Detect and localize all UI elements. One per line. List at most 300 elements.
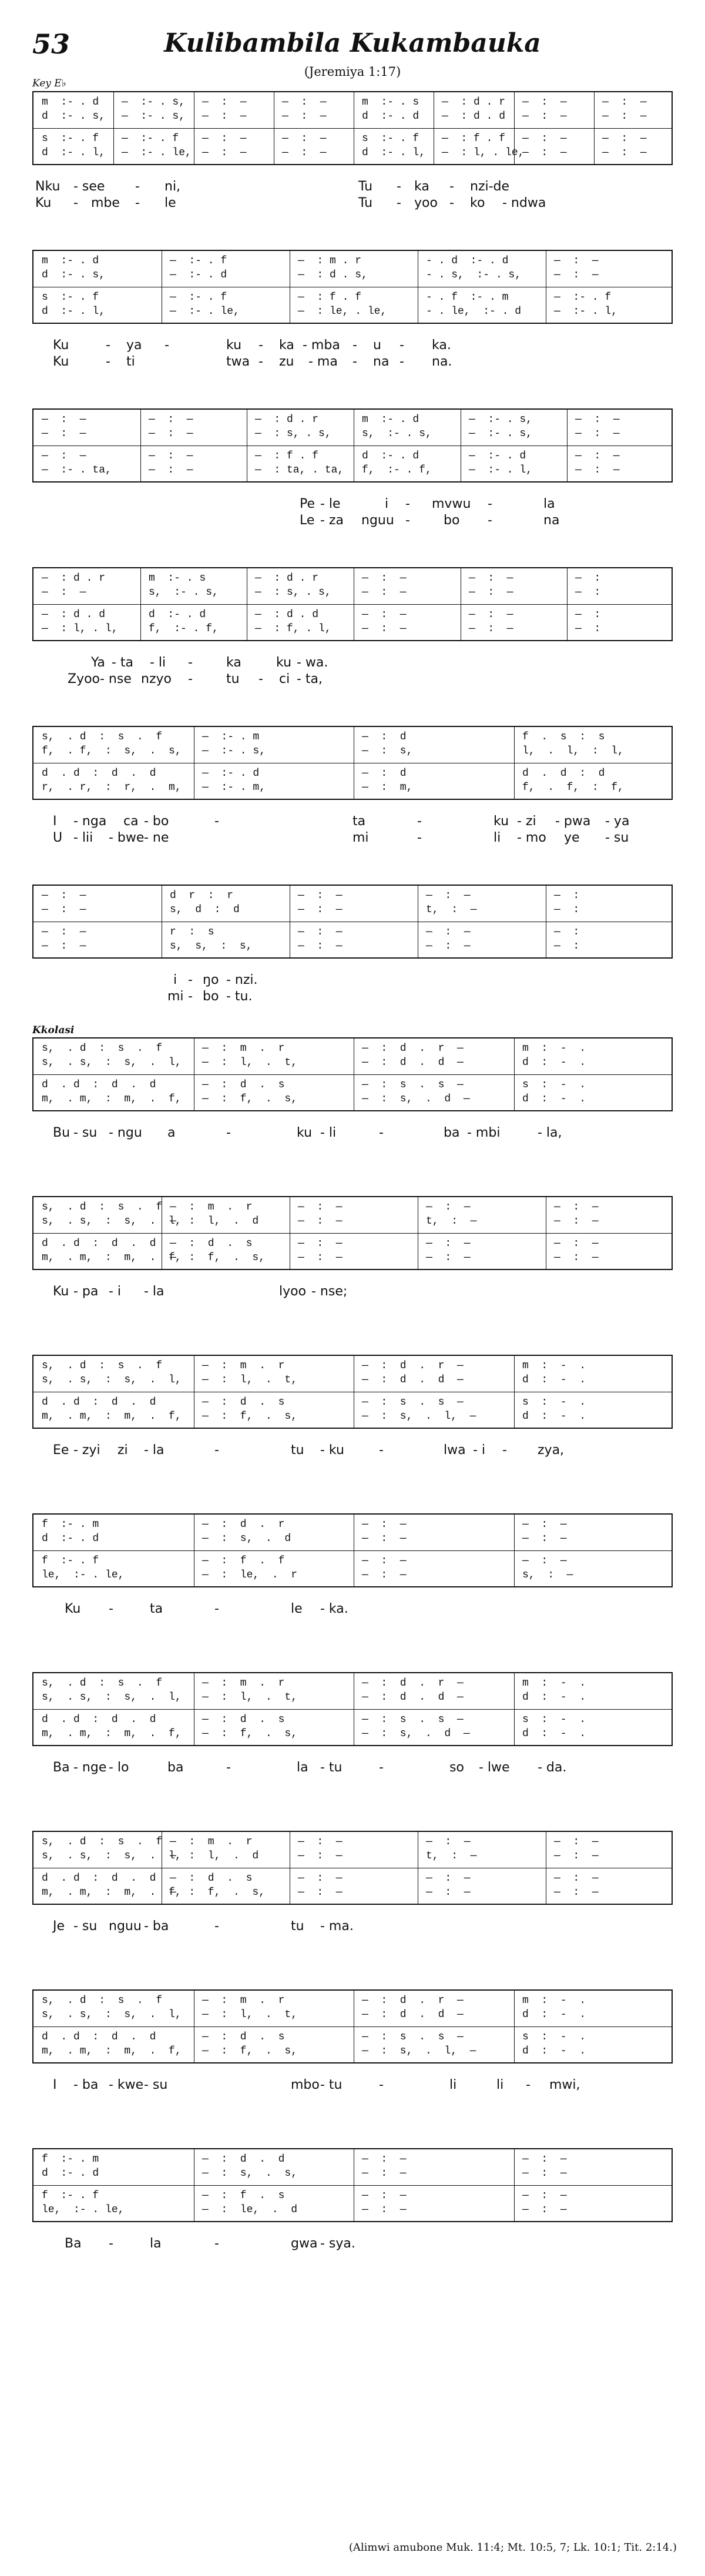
solfa-cell: r, . r, : r, . m, — [42, 782, 182, 793]
solfa-cell: — : f, . s, — [170, 1887, 266, 1898]
lyric-syllable: Tu — [358, 196, 373, 210]
solfa-cell: — :- . f — [170, 292, 227, 303]
staff-box — [32, 885, 673, 959]
solfa-cell: — : d . d — [255, 609, 319, 621]
solfa-cell: — :- . le, — [122, 147, 192, 159]
lyric-syllable: - ba — [73, 2078, 99, 2092]
solfa-cell: f :- . m — [42, 1519, 99, 1530]
solfa-cell: — : s, . d — — [362, 1093, 470, 1105]
lyric-syllable: Ba — [53, 1760, 70, 1775]
solfa-cell: — : le, . r — [202, 1569, 298, 1581]
solfa-cell: s, : — — [522, 1569, 573, 1581]
solfa-cell: s : - . — [522, 2031, 586, 2043]
solfa-cell: — : — — [554, 1850, 599, 1862]
solfa-cell: — : — — [202, 133, 247, 145]
lyric-syllable: - — [400, 338, 404, 353]
solfa-cell: s :- . f — [42, 133, 99, 145]
solfa-cell: — : — — [426, 1836, 471, 1848]
lyric-syllable: U — [53, 830, 63, 845]
solfa-cell: — : — — [298, 1201, 343, 1213]
staff-box — [32, 1989, 673, 2064]
solfa-cell: — : — — [426, 890, 471, 902]
solfa-cell: — :- . ta, — [42, 464, 112, 476]
lyric-syllable: - — [226, 1125, 231, 1140]
solfa-cell: — : le, . le, — [298, 306, 387, 317]
solfa-cell: — :- . f — [554, 292, 612, 303]
lyric-syllable: mwi, — [549, 2078, 580, 2092]
solfa-cell: t, : — — [426, 1850, 477, 1862]
solfa-cell: — : f . f — [255, 450, 319, 462]
lyric-syllable: - za — [320, 513, 344, 528]
solfa-cell: — : s, . l, — — [362, 1411, 476, 1422]
solfa-cell: — : l, . t, — [202, 1691, 298, 1703]
lyric-syllable: - — [258, 672, 263, 686]
solfa-cell: m, . m, : m, . f, — [42, 1411, 182, 1422]
solfa-cell: m :- . d — [42, 255, 99, 267]
solfa-cell: — : — — [522, 2168, 567, 2179]
lyric-syllable: - sya. — [320, 2236, 355, 2251]
solfa-cell: — : — — [426, 1238, 471, 1250]
solfa-cell: d : - . — [522, 1374, 586, 1386]
music-system — [32, 1513, 673, 1616]
solfa-cell: — : f, . l, — [255, 623, 331, 635]
solfa-cell: — : — — [575, 428, 620, 440]
solfa-cell: — : — — [554, 1887, 599, 1898]
lyric-syllable: - — [226, 1760, 231, 1775]
staff-box — [32, 250, 673, 324]
solfa-cell: — : — — [202, 110, 247, 122]
solfa-cell: m : - . — [522, 1677, 586, 1689]
lyric-syllable: - ya — [605, 814, 630, 829]
lyric-syllable: - — [214, 1602, 219, 1616]
solfa-cell: — : — — [554, 1872, 599, 1884]
solfa-cell: — : — — [298, 890, 343, 902]
lyric-syllable: ci — [279, 672, 290, 686]
solfa-cell: — :- . l, — [554, 306, 618, 317]
lyric-syllable: a — [167, 1125, 176, 1140]
solfa-cell: s, . d : s . f — [42, 731, 163, 743]
lyric-syllable: - su — [73, 1125, 98, 1140]
lyric-syllable: - — [488, 513, 492, 528]
solfa-cell: — : — [554, 890, 580, 902]
solfa-cell: — : — — [469, 623, 513, 635]
solfa-cell: m :- . s — [149, 572, 206, 584]
key-signature: Key E♭ — [32, 78, 66, 89]
solfa-cell: — : l, . t, — [202, 1057, 298, 1068]
lyric-syllable: - — [379, 1443, 384, 1458]
lyric-syllable: yoo — [414, 196, 438, 210]
solfa-cell: — :- . s, — [469, 428, 533, 440]
solfa-cell: — : d . d — — [362, 1374, 464, 1386]
lyric-syllable: - — [188, 973, 193, 987]
lyric-syllable: Pe — [300, 497, 315, 511]
solfa-cell: — : m . r — [202, 1360, 285, 1372]
solfa-cell: — : — — [149, 414, 193, 426]
lyric-syllable: - — [379, 1760, 384, 1775]
solfa-cell: — : — — [426, 1252, 471, 1264]
lyric-syllable: Ku — [35, 196, 52, 210]
solfa-cell: d :- . d — [362, 450, 419, 462]
solfa-cell: s, . d : s . f — [42, 1201, 163, 1213]
solfa-cell: — : s, . s, — [202, 2168, 298, 2179]
lyric-syllable: ca — [123, 814, 139, 829]
solfa-cell: — : l, . le, — [442, 147, 525, 159]
lyric-syllable: - ka. — [320, 1602, 348, 1616]
solfa-cell: — : — — [362, 2190, 407, 2202]
solfa-cell: — : d . r — [255, 572, 319, 584]
lyric-syllable: - wa. — [297, 655, 328, 670]
lyric-syllable: - ku — [320, 1443, 344, 1458]
lyric-syllable: - — [526, 2078, 531, 2092]
staff-box — [32, 408, 673, 483]
solfa-cell: — : s, . d — — [362, 1728, 470, 1740]
scripture-reference: (Jeremiya 1:17) — [304, 65, 401, 79]
lyric-syllable: Ku — [53, 354, 69, 369]
lyric-syllable: li — [449, 2078, 457, 2092]
lyric-syllable: li — [496, 2078, 504, 2092]
solfa-cell: — :- . le, — [170, 306, 240, 317]
solfa-cell: — : d . r — — [362, 1360, 464, 1372]
lyric-syllable: Ba — [65, 2236, 82, 2251]
solfa-cell: — : — — [362, 1569, 407, 1581]
solfa-cell: — : m . r — [202, 1043, 285, 1054]
solfa-cell: — : — — [298, 1850, 343, 1862]
solfa-cell: s, s, : s, — [170, 940, 253, 952]
solfa-cell: — : d . r — — [362, 1995, 464, 2006]
bar-line — [514, 1515, 515, 1586]
solfa-cell: — : — — [554, 255, 599, 267]
solfa-cell: — : d . r — [202, 1519, 285, 1530]
solfa-cell: s, . s, : s, . l, — [42, 2009, 182, 2021]
solfa-cell: - . le, :- . d — [426, 306, 522, 317]
solfa-cell: — : s . s — — [362, 1714, 464, 1726]
solfa-cell: — : f, . s, — [202, 1093, 298, 1105]
lyric-syllable: - da. — [538, 1760, 567, 1775]
solfa-cell: — : f, . s, — [202, 2045, 298, 2057]
solfa-cell: — : d . s — [202, 1714, 285, 1726]
solfa-cell: — : — — [522, 2204, 567, 2216]
solfa-cell: — : s . s — — [362, 2031, 464, 2043]
staff-box — [32, 2148, 673, 2222]
lyric-syllable: na. — [432, 354, 452, 369]
solfa-cell: — :- . f — [170, 255, 227, 267]
lyric-syllable: Ku — [65, 1602, 81, 1616]
solfa-cell: d . d : d . d — [42, 1396, 156, 1408]
solfa-cell: — : f . s — [202, 2190, 285, 2202]
lyric-syllable: nguu — [361, 513, 394, 528]
lyric-syllable: ka — [279, 338, 294, 353]
lyric-syllable: ye — [564, 830, 580, 845]
solfa-cell: le, :- . le, — [42, 2204, 125, 2216]
hymn-title: Kulibambila Kukambauka — [164, 28, 541, 58]
solfa-cell: — : — — [522, 110, 567, 122]
solfa-cell: — : — — [362, 2168, 407, 2179]
lyric-syllable: - tu — [320, 2078, 343, 2092]
lyric-syllable: Le — [300, 513, 315, 528]
solfa-cell: m : - . — [522, 1995, 586, 2006]
lyric-syllable: Ku — [53, 338, 69, 353]
solfa-cell: — : — — [298, 1238, 343, 1250]
solfa-cell: — : — — [469, 572, 513, 584]
lyric-syllable: - — [397, 196, 401, 210]
solfa-cell: — : m . r — [170, 1201, 253, 1213]
solfa-cell: — : — [575, 587, 601, 598]
lyric-syllable: ya — [126, 338, 142, 353]
solfa-cell: t, : — — [426, 1215, 477, 1227]
lyric-syllable: i — [385, 497, 389, 511]
lyric-syllable: - tu. — [226, 989, 253, 1004]
lyric-syllable: - su — [73, 1919, 98, 1934]
lyric-syllable: - mo — [517, 830, 546, 845]
solfa-cell: — : s . s — — [362, 1079, 464, 1091]
solfa-cell: - . f :- . m — [426, 292, 509, 303]
bar-line — [514, 1356, 515, 1428]
lyric-syllable: tu — [291, 1443, 304, 1458]
lyric-syllable: - — [417, 830, 422, 845]
lyric-syllable: - — [135, 196, 140, 210]
solfa-cell: d : - . — [522, 2009, 586, 2021]
lyric-syllable: - — [258, 354, 263, 369]
lyric-syllable: le — [291, 1602, 303, 1616]
lyric-syllable: ŋo — [203, 973, 219, 987]
lyric-syllable: ba — [167, 1760, 184, 1775]
solfa-cell: — : s . s — — [362, 1396, 464, 1408]
solfa-cell: s, d : d — [170, 904, 240, 916]
lyric-syllable: ba — [444, 1125, 460, 1140]
solfa-cell: — : d . d — [42, 609, 106, 621]
solfa-cell: d : - . — [522, 1411, 586, 1422]
staff-divider — [33, 1550, 672, 1551]
solfa-cell: d :- . s, — [42, 110, 106, 122]
music-system — [32, 2148, 673, 2251]
solfa-cell: m, . m, : m, . f, — [42, 1728, 182, 1740]
staff-box — [32, 1037, 673, 1111]
lyric-syllable: - — [188, 655, 193, 670]
music-system — [32, 885, 673, 1004]
bar-line — [514, 2149, 515, 2221]
lyric-syllable: twa — [226, 354, 250, 369]
solfa-cell: d :- . l, — [362, 147, 426, 159]
solfa-cell: s, . s, : s, . l, — [42, 1215, 182, 1227]
lyric-syllable: u — [373, 338, 381, 353]
footer-references: (Alimwi amubone Muk. 11:4; Mt. 10:5, 7; Lk. 10:1; Tit. 2:14.) — [348, 2541, 677, 2554]
lyric-syllable: - — [106, 338, 110, 353]
lyric-syllable: Nku — [35, 179, 61, 194]
lyric-syllable: - ta, — [297, 672, 323, 686]
solfa-cell: m, . m, : m, . f, — [42, 1252, 182, 1264]
solfa-cell: — : — — [202, 96, 247, 108]
solfa-cell: — : — — [554, 1252, 599, 1264]
solfa-cell: m : - . — [522, 1360, 586, 1372]
lyric-syllable: - ne — [144, 830, 169, 845]
chorus-label: Kkolasi — [32, 1024, 75, 1036]
solfa-cell: — : — [575, 572, 601, 584]
lyric-syllable: - le — [320, 497, 341, 511]
lyric-syllable: ka — [414, 179, 429, 194]
lyric-syllable: - la — [144, 1443, 164, 1458]
solfa-cell: — : l, . t, — [202, 1374, 298, 1386]
solfa-cell: — : — — [42, 890, 86, 902]
lyric-syllable: ta — [150, 1602, 163, 1616]
solfa-cell: — : — — [362, 2153, 407, 2165]
lyric-syllable: ti — [126, 354, 135, 369]
solfa-cell: d . d : d — [522, 768, 605, 779]
solfa-cell: — : — — [42, 904, 86, 916]
solfa-cell: — : — [554, 940, 580, 952]
lyric-syllable: - — [135, 179, 140, 194]
solfa-cell: — : — — [298, 940, 343, 952]
solfa-cell: — : d . r — [42, 572, 106, 584]
lyric-syllable: - li — [320, 1125, 337, 1140]
solfa-cell: f, :- . f, — [362, 464, 432, 476]
lyric-syllable: nzi-de — [470, 179, 510, 194]
solfa-cell: — : d . r — — [362, 1043, 464, 1054]
staff-divider — [33, 445, 672, 446]
lyric-syllable: ko — [470, 196, 485, 210]
bar-line — [567, 568, 568, 640]
music-system — [32, 567, 673, 686]
solfa-cell: s : - . — [522, 1396, 586, 1408]
solfa-cell: — : f . f — [442, 133, 506, 145]
lyric-syllable: Tu — [358, 179, 373, 194]
lyric-syllable: - — [164, 338, 169, 353]
music-system — [32, 250, 673, 369]
solfa-cell: r : s — [170, 926, 214, 938]
solfa-cell: d . d : d . d — [42, 1872, 156, 1884]
staff-box — [32, 1672, 673, 1746]
solfa-cell: s, . s, : s, . l, — [42, 1374, 182, 1386]
lyric-syllable: - mbi — [467, 1125, 501, 1140]
lyric-syllable: ni, — [164, 179, 181, 194]
music-system — [32, 1196, 673, 1299]
solfa-cell: — : s, . d — [202, 1533, 291, 1545]
music-system — [32, 1355, 673, 1458]
bar-line — [514, 727, 515, 799]
solfa-cell: — :- . d — [202, 768, 260, 779]
staff-divider — [33, 1709, 672, 1710]
solfa-cell: — : — — [522, 1519, 567, 1530]
solfa-cell: — : — — [298, 1836, 343, 1848]
lyric-syllable: ku — [494, 814, 509, 829]
lyric-syllable: - mba — [303, 338, 340, 353]
solfa-cell: — : d . s, — [298, 269, 368, 281]
solfa-cell: — : m, — [362, 782, 413, 793]
solfa-cell: - . s, :- . s, — [426, 269, 522, 281]
lyric-syllable: mi — [352, 830, 369, 845]
solfa-cell: s, . s, : s, . l, — [42, 1691, 182, 1703]
lyric-syllable: - nse; — [311, 1284, 348, 1299]
lyric-syllable: zi — [118, 1443, 128, 1458]
music-system — [32, 1672, 673, 1775]
solfa-cell: — : d — [362, 731, 407, 743]
solfa-cell: — : — — [522, 1555, 567, 1567]
lyric-syllable: zu — [279, 354, 294, 369]
solfa-cell: — : m . r — [202, 1995, 285, 2006]
solfa-cell: — : — — [362, 2204, 407, 2216]
lyric-syllable: li — [494, 830, 501, 845]
lyric-syllable: - i — [109, 1284, 122, 1299]
lyric-syllable: nzyo — [141, 672, 172, 686]
lyric-syllable: la — [297, 1760, 308, 1775]
solfa-cell: - . d :- . d — [426, 255, 509, 267]
solfa-cell: — :- . s, — [469, 414, 533, 426]
staff-box — [32, 567, 673, 641]
staff-divider — [33, 604, 672, 605]
solfa-cell: m, . m, : m, . f, — [42, 1093, 182, 1105]
lyric-syllable: lwa — [444, 1443, 466, 1458]
solfa-cell: — : d . r — [255, 414, 319, 426]
solfa-cell: — :- . m, — [202, 782, 266, 793]
solfa-cell: — : — — [298, 1887, 343, 1898]
solfa-cell: — : d . r — [442, 96, 506, 108]
lyric-syllable: la — [543, 497, 555, 511]
lyric-syllable: tu — [291, 1919, 304, 1934]
solfa-cell: — : — — [522, 147, 567, 159]
solfa-cell: — : — — [42, 450, 86, 462]
solfa-cell: — : — — [469, 587, 513, 598]
solfa-cell: — : — — [554, 1201, 599, 1213]
solfa-cell: — : — [575, 609, 601, 621]
lyric-syllable: - ndwa — [502, 196, 546, 210]
solfa-cell: — : d . d — [202, 2153, 285, 2165]
lyric-syllable: - — [400, 354, 404, 369]
staff-box — [32, 726, 673, 800]
solfa-cell: — : — — [298, 904, 343, 916]
music-system — [32, 1831, 673, 1934]
solfa-cell: — : — — [426, 1872, 471, 1884]
lyric-syllable: - — [73, 196, 78, 210]
lyric-syllable: ku — [276, 655, 292, 670]
lyric-syllable: nguu — [109, 1919, 142, 1934]
solfa-cell: m : - . — [522, 1043, 586, 1054]
solfa-cell: s, . s, : s, . l, — [42, 1057, 182, 1068]
lyric-syllable: Zyoo — [68, 672, 100, 686]
lyric-syllable: - la — [144, 1284, 164, 1299]
solfa-cell: d . d : d . d — [42, 1714, 156, 1726]
lyric-syllable: - — [397, 179, 401, 194]
staff-box — [32, 1196, 673, 1270]
staff-divider — [33, 128, 672, 129]
lyric-syllable: - — [188, 672, 193, 686]
staff-box — [32, 91, 673, 165]
solfa-cell: — : — — [522, 2153, 567, 2165]
solfa-cell: d :- . l, — [42, 306, 106, 317]
lyric-syllable: - — [488, 497, 492, 511]
solfa-cell: — : — — [42, 414, 86, 426]
lyric-syllable: - lo — [109, 1760, 129, 1775]
solfa-cell: — : s, . s, — [255, 587, 331, 598]
solfa-cell: f :- . f — [42, 2190, 99, 2202]
solfa-cell: — : — — [554, 1238, 599, 1250]
solfa-cell: — :- . s, — [122, 110, 186, 122]
solfa-cell: le, :- . le, — [42, 1569, 125, 1581]
solfa-cell: — : — — [149, 464, 193, 476]
solfa-cell: — :- . d — [170, 269, 227, 281]
lyric-syllable: - lwe — [479, 1760, 510, 1775]
lyric-syllable: na — [373, 354, 390, 369]
lyric-syllable: - ba — [144, 1919, 169, 1934]
lyric-syllable: - bo — [144, 814, 169, 829]
solfa-cell: f . s : s — [522, 731, 605, 743]
lyric-syllable: ku — [297, 1125, 313, 1140]
music-system — [32, 1037, 673, 1140]
lyric-syllable: I — [53, 814, 57, 829]
solfa-cell: d :- . d — [42, 1533, 99, 1545]
solfa-cell: s, :- . s, — [362, 428, 432, 440]
solfa-cell: — : d . r — — [362, 1677, 464, 1689]
lyric-syllable: - — [109, 1602, 113, 1616]
music-system — [32, 408, 673, 528]
